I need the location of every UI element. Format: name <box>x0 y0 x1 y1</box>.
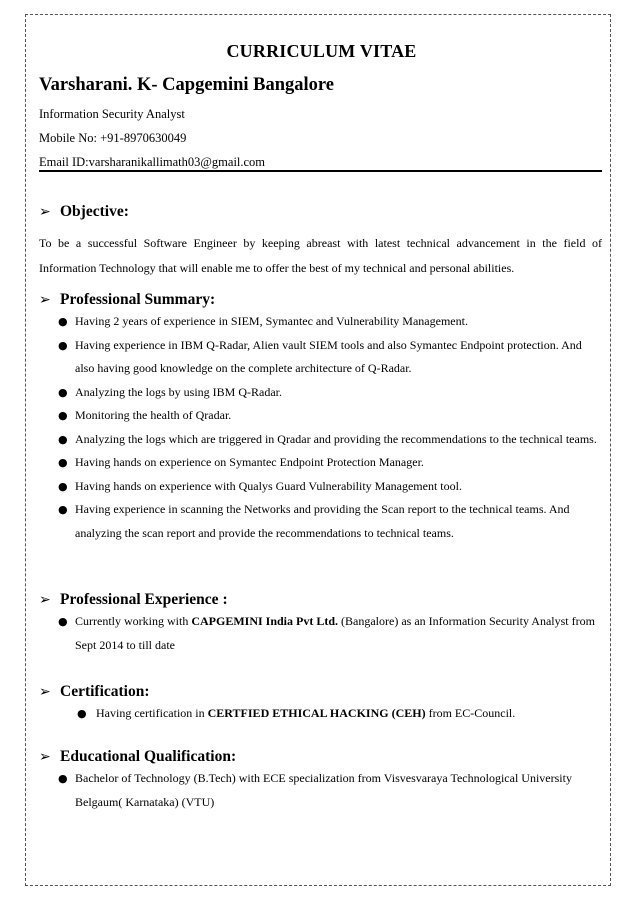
summary-item-text: Having experience in scanning the Networks and providing the Scan report to the technical teams. And analyzing the scan report and provide the recommendations to technical teams. <box>75 502 570 540</box>
bullet-dot-icon: ● <box>58 615 68 628</box>
summary-item <box>39 498 602 545</box>
experience-item <box>39 610 602 657</box>
summary-item <box>39 451 602 475</box>
experience-prefix: Currently working with <box>75 614 192 628</box>
arrow-right-icon: ➢ <box>39 592 51 608</box>
header-divider <box>39 170 602 172</box>
experience-heading-text: Professional Experience : <box>60 591 228 608</box>
certification-prefix: Having certification in <box>96 706 208 720</box>
bullet-dot-icon: ● <box>58 409 68 422</box>
summary-item-text: Monitoring the health of Qradar. <box>75 408 232 422</box>
education-section <box>39 747 602 814</box>
bullet-dot-icon: ● <box>58 479 68 493</box>
summary-heading <box>39 290 602 310</box>
bullet-dot-icon: ● <box>58 385 68 399</box>
summary-item <box>39 381 602 405</box>
certification-section <box>39 682 602 726</box>
objective-text: To be a successful Software Engineer by keeping abreast with latest technical advancement in the field of Information Technology that will enable me to offer the best of my technical and personal abilities. <box>39 236 602 275</box>
summary-item <box>39 334 602 381</box>
arrow-right-icon: ➢ <box>39 684 51 700</box>
summary-item <box>39 475 602 499</box>
experience-heading <box>39 590 602 610</box>
certification-name: CERTFIED ETHICAL HACKING (CEH) <box>207 706 426 720</box>
experience-list <box>39 610 602 657</box>
email-address: Email ID:varsharanikallimath03@gmail.com <box>39 155 266 169</box>
arrow-right-icon: ➢ <box>39 749 51 765</box>
certification-list <box>39 702 602 726</box>
summary-heading-text: Professional Summary: <box>60 291 216 308</box>
bullet-dot-icon: ● <box>58 432 68 446</box>
mobile-number: Mobile No: +91-8970630049 <box>39 131 187 145</box>
experience-section <box>39 590 602 657</box>
objective-section <box>39 202 602 281</box>
document-title: CURRICULUM VITAE <box>226 41 417 61</box>
summary-item-text: Having hands on experience on Symantec Endpoint Protection Manager. <box>75 455 424 469</box>
education-item <box>39 767 602 814</box>
bullet-dot-icon: ● <box>77 707 87 720</box>
bullet-dot-icon: ● <box>58 315 68 328</box>
experience-suffix: (Bangalore) as an Information Security Analyst from Sept 2014 to till date <box>75 614 595 652</box>
bullet-dot-icon: ● <box>58 772 68 785</box>
education-item-text: Bachelor of Technology (B.Tech) with ECE specialization from Visvesvaraya Technological University Belgaum( Karnataka) (VTU) <box>75 771 572 809</box>
summary-item-text: Having hands on experience with Qualys Guard Vulnerability Management tool. <box>75 478 462 493</box>
certification-suffix: from EC-Council. <box>425 706 516 720</box>
summary-section <box>39 290 602 545</box>
objective-heading-text: Objective: <box>60 203 129 220</box>
job-role: Information Security Analyst <box>39 107 185 121</box>
summary-item <box>39 428 602 452</box>
resume-document <box>39 40 604 809</box>
summary-item <box>39 310 602 334</box>
summary-item <box>39 404 602 428</box>
education-heading <box>39 747 602 767</box>
education-list <box>39 767 602 814</box>
bullet-dot-icon: ● <box>58 456 68 469</box>
summary-item-text: Having experience in IBM Q-Radar, Alien vault SIEM tools and also Symantec Endpoint protection. And also having good knowledge on the complete architecture of Q-Radar. <box>75 337 582 375</box>
certification-heading <box>39 682 602 702</box>
summary-list <box>39 310 602 545</box>
candidate-name: Varsharani. K- Capgemini Bangalore <box>39 75 334 95</box>
education-heading-text: Educational Qualification: <box>60 748 237 765</box>
arrow-right-icon: ➢ <box>39 292 51 308</box>
bullet-dot-icon: ● <box>58 338 68 352</box>
company-name: CAPGEMINI India Pvt Ltd. <box>191 614 339 628</box>
objective-heading <box>39 202 602 222</box>
summary-item-text: Analyzing the logs by using IBM Q-Radar. <box>75 384 282 399</box>
summary-item-text: Having 2 years of experience in SIEM, Symantec and Vulnerability Management. <box>75 314 468 328</box>
bullet-dot-icon: ● <box>58 503 68 516</box>
certification-item <box>39 702 602 726</box>
summary-item-text: Analyzing the logs which are triggered in Qradar and providing the recommendations to the technical teams. <box>75 431 597 446</box>
arrow-right-icon: ➢ <box>39 204 51 220</box>
certification-heading-text: Certification: <box>60 683 150 700</box>
